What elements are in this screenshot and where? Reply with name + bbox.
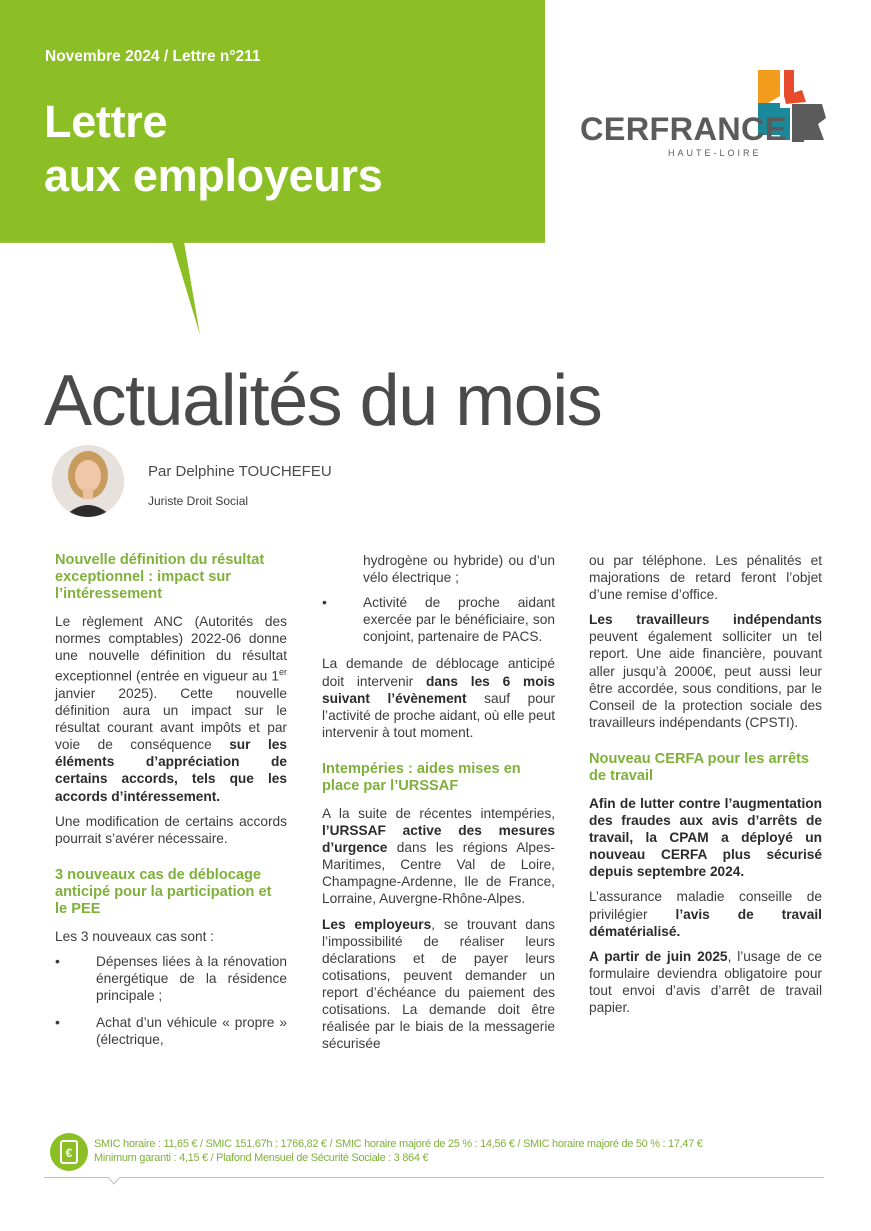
article-paragraph: Les travailleurs indépendants peuvent également solliciter un tel report. Une aide financière, pouvant aller jusqu’à 2000€, peut aussi leur être accordée, sous conditions, par le Conseil de la protection sociale des travailleurs indépendants (CPSTI). — [589, 612, 822, 730]
article-title: Intempéries : aides mises en place par l’URSSAF — [322, 760, 521, 794]
bullet-icon: • — [322, 594, 327, 611]
list-item: • Achat d’un véhicule « propre » (électrique, — [55, 1014, 287, 1048]
section-title: Actualités du mois — [44, 361, 602, 441]
newsletter-title — [44, 95, 382, 203]
svg-text:€: € — [65, 1146, 73, 1160]
column-2 — [322, 552, 555, 1060]
list-item: • Dépenses liées à la rénovation énergétique de la résidence principale ; — [55, 952, 287, 1004]
column-3 — [589, 552, 822, 1024]
author-name: Par Delphine TOUCHEFEU — [148, 463, 332, 480]
article-title: Nouveau CERFA pour les arrêts de travail — [589, 750, 810, 784]
footer-text — [94, 1138, 703, 1165]
title-line-2: aux employeurs — [44, 150, 383, 201]
article-title: 3 nouveaux cas de déblocage anticipé pour la participation et le PEE — [55, 866, 272, 917]
article-paragraph: Le règlement ANC (Autorités des normes comptables) 2022-06 donne une nouvelle définition du résultat exceptionnel (entrée en vigueur au 1er janvier 2025). Cette nouvelle définition aura un impact sur le résultat courant avant impôts et par voie de conséquence sur les éléments d’appréciation de certains accords, tels que les accords d’intéressement. — [55, 614, 287, 804]
footer-rates — [50, 1133, 825, 1173]
article-paragraph: A partir de juin 2025, l’usage de ce formulaire deviendra obligatoire pour tout envoi d’avis d’arrêt de travail papier. — [589, 948, 822, 1015]
article-paragraph: Les employeurs, se trouvant dans l’impossibilité de réaliser leurs déclarations et de payer leurs cotisations, peuvent demander un report d’échéance du paiement des cotisations. La demande doit être réalisée par le biais de la messagerie sécurisée — [322, 916, 555, 1052]
euro-icon — [50, 1133, 88, 1171]
title-line-1: Lettre — [44, 96, 168, 147]
article-paragraph: Les 3 nouveaux cas sont : — [55, 928, 215, 944]
brand-name: CERFRANCE — [580, 111, 787, 147]
article-paragraph: L’assurance maladie conseille de privilégier l’avis de travail dématérialisé. — [589, 889, 822, 939]
footer-line-1: SMIC horaire : 11,65 € / SMIC 151.67h : 1766,82 € / SMIC horaire majoré de 25 % : 14,56 € / SMIC horaire majoré de 50 % : 17,47 € — [94, 1138, 703, 1150]
footer-line-2: Minimum garanti : 4,15 € / Plafond Mensuel de Sécurité Sociale : 3 864 € — [94, 1151, 429, 1164]
article-paragraph: Afin de lutter contre l’augmentation des fraudes aux avis d’arrêts de travail, la CPAM a déployé un nouveau CERFA plus sécurisé depuis septembre 2024. — [589, 795, 822, 880]
article-paragraph: A la suite de récentes intempéries, l’URSSAF active des mesures d’urgence dans les régions Alpes-Maritimes, Centre Val de Loire, Champagne-Ardenne, Ile de France, Lorraine, Auvergne-Rhône-Alpes. — [322, 805, 555, 907]
column-1 — [55, 552, 287, 1058]
issue-label: Novembre 2024 / Lettre n°211 — [45, 48, 261, 65]
divider-notch — [108, 1177, 120, 1185]
author-role: Juriste Droit Social — [148, 494, 249, 508]
article-paragraph: Une modification de certains accords pourrait s’avérer nécessaire. — [55, 813, 287, 846]
author-photo — [52, 445, 124, 517]
article-title: Nouvelle définition du résultat exceptionnel : impact sur l’intéressement — [55, 552, 265, 602]
article-paragraph: La demande de déblocage anticipé doit intervenir dans les 6 mois suivant l’évènement sauf pour l’activité de proche aidant, où elle peut intervenir à tout moment. — [322, 656, 556, 740]
brand-region: HAUTE-LOIRE — [668, 148, 762, 158]
list-item-continuation: hydrogène ou hybride) ou d’un vélo électrique ; — [363, 553, 555, 586]
bullet-icon: • — [55, 952, 60, 969]
list-item: • Activité de proche aidant exercée par le bénéficiaire, son conjoint, partenaire de PACS. — [322, 594, 555, 645]
bullet-icon: • — [55, 1014, 60, 1031]
footer-divider — [44, 1177, 824, 1178]
article-paragraph: ou par téléphone. Les pénalités et majorations de retard feront l’objet d’une remise d’office. — [589, 553, 822, 603]
